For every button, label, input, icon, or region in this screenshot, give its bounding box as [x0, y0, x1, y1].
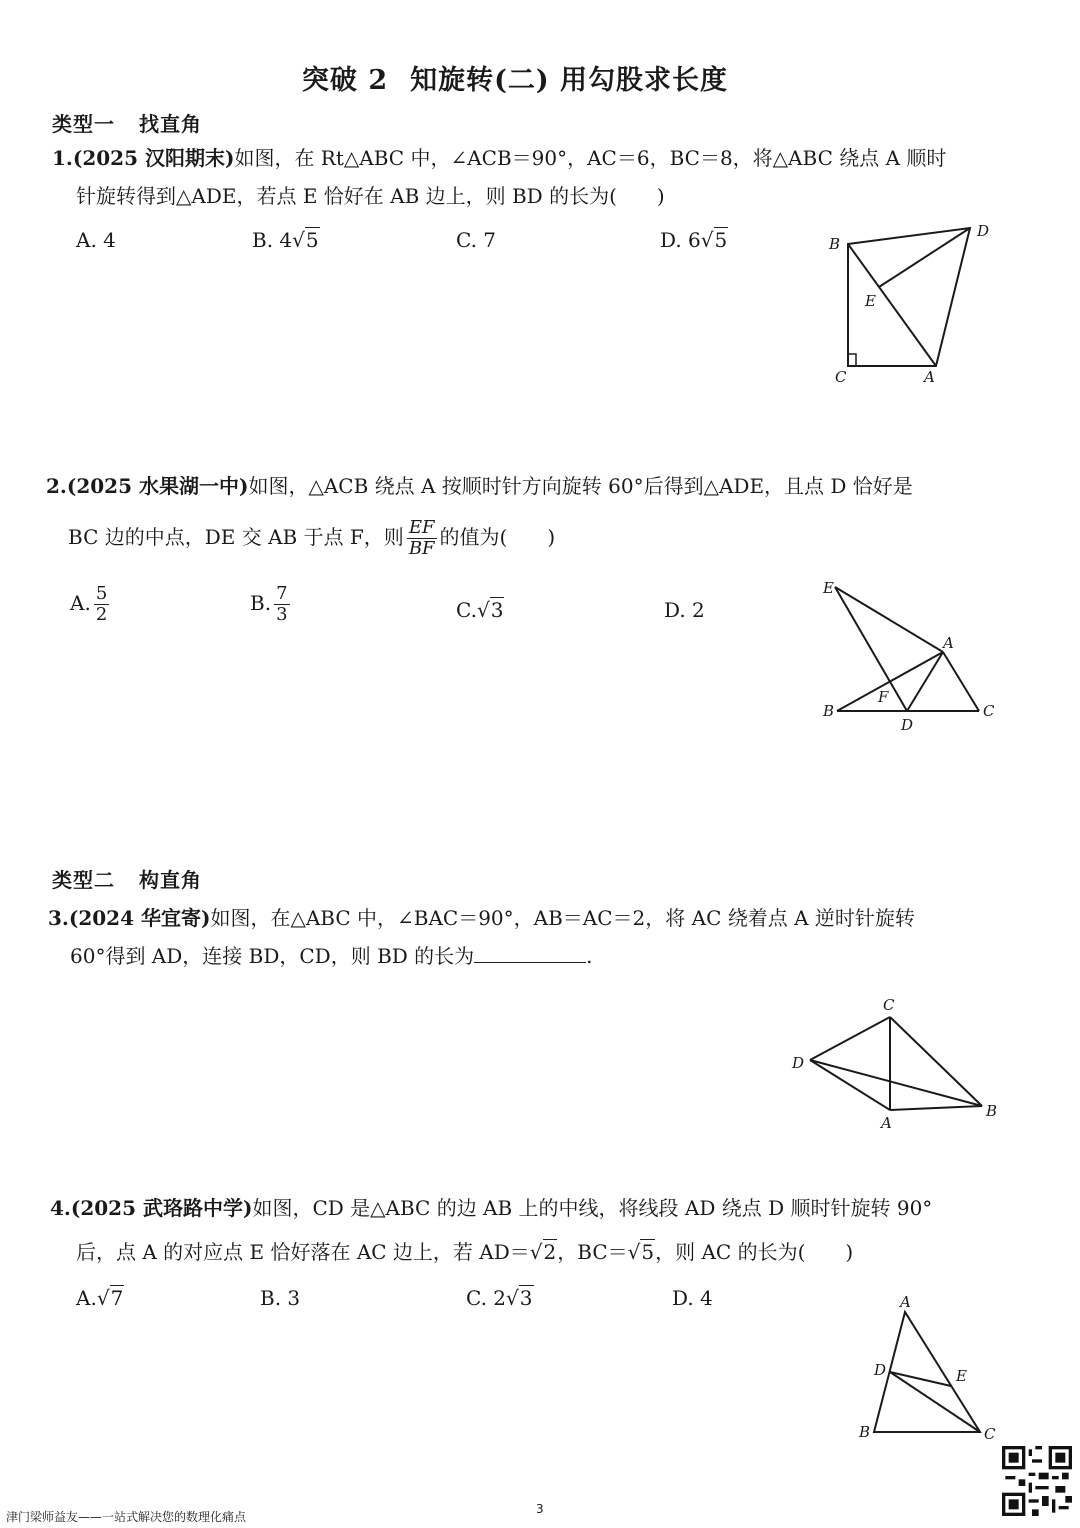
answer-blank[interactable]: [474, 944, 586, 963]
question-number: 1.: [52, 146, 73, 170]
q4-option-a: A.√7: [76, 1286, 124, 1310]
option-fraction: [94, 584, 109, 625]
label-a: A: [924, 368, 935, 386]
label-e: E: [956, 1367, 967, 1385]
section-name: 构直角: [139, 868, 202, 892]
label-d: D: [901, 716, 914, 734]
segment-ba: [848, 244, 936, 366]
radicand: 3: [490, 598, 504, 622]
section-heading-2: [52, 864, 202, 893]
option-prefix: B.: [250, 591, 272, 615]
q1-figure: [820, 220, 1010, 390]
radicand: 7: [110, 1286, 124, 1310]
q1-line2: 针旋转得到△ADE，若点 E 恰好在 AB 边上，则 BD 的长为( ): [76, 184, 665, 208]
segment-ed: [879, 228, 970, 287]
q1-option-c: C. 7: [456, 228, 497, 252]
title-part1: 突破 2: [301, 65, 389, 96]
question-source: (2025 武珞路中学): [70, 1196, 253, 1220]
label-c: C: [984, 1425, 996, 1443]
label-c: C: [835, 368, 847, 386]
question-text: BC 边的中点，DE 交 AB 于点 F，则: [68, 525, 404, 549]
label-c: C: [983, 702, 995, 720]
question-text: 如图，△ACB 绕点 A 按顺时针方向旋转 60°后得到△ADE，且点 D 恰好是: [248, 474, 913, 498]
q2-option-c: C.√3: [456, 598, 504, 622]
numerator: EF: [407, 518, 437, 539]
label-e: E: [823, 579, 834, 597]
option-prefix: A.: [70, 591, 91, 615]
q1-option-d: D. 6√5: [660, 228, 728, 252]
radicand: 5: [305, 228, 319, 252]
qr-code: [1002, 1446, 1072, 1516]
segment-ab: [890, 1106, 982, 1110]
section-heading-1: [52, 108, 202, 137]
question-number: 4.: [50, 1196, 71, 1220]
segment-cb: [890, 1017, 982, 1106]
segment-db: [810, 1060, 982, 1106]
section-label: 类型一: [52, 112, 115, 136]
question-text: 如图，在△ABC 中，∠BAC＝90°，AB＝AC＝2，将 AC 绕着点 A 逆时针旋转: [210, 906, 915, 930]
segment-da: [810, 1060, 890, 1110]
option-prefix: A.: [76, 1286, 97, 1310]
label-a: A: [881, 1114, 892, 1132]
q4-option-b: B. 3: [260, 1286, 301, 1310]
q3-figure: [785, 992, 1005, 1132]
radicand: 5: [714, 228, 728, 252]
q1-option-a: A. 4: [76, 228, 116, 252]
segment-ad: [907, 652, 943, 711]
q4-option-d: D. 4: [672, 1286, 713, 1310]
option-fraction: [274, 584, 289, 625]
question-number: 3.: [48, 906, 69, 930]
radicand: 5: [641, 1240, 655, 1264]
period: .: [586, 944, 593, 968]
label-b: B: [829, 235, 841, 253]
label-f: F: [878, 688, 889, 706]
denominator: 2: [95, 604, 108, 625]
segment-dc: [810, 1017, 890, 1060]
label-d: D: [977, 222, 990, 240]
label-b: B: [823, 702, 835, 720]
label-d: D: [874, 1361, 887, 1379]
section-name: 找直角: [139, 112, 202, 136]
label-a: A: [943, 634, 954, 652]
segment-ea: [835, 587, 943, 652]
question-text: 60°得到 AD，连接 BD，CD，则 BD 的长为: [70, 944, 475, 968]
q2-figure: [815, 575, 1015, 740]
page-title: [0, 58, 1030, 97]
question-text: ，BC＝: [557, 1240, 628, 1264]
label-b: B: [859, 1423, 871, 1441]
q4-option-c: C. 2√3: [466, 1286, 533, 1310]
question-text: 后，点 A 的对应点 E 恰好落在 AC 边上，若 AD＝: [76, 1240, 530, 1264]
numerator: 7: [276, 583, 288, 604]
question-source: (2025 水果湖一中): [66, 474, 249, 498]
question-text: 的值为( ): [439, 525, 556, 549]
q2-option-b: [250, 584, 293, 625]
option-prefix: C. 2: [466, 1286, 507, 1310]
option-prefix: D. 6: [660, 228, 701, 252]
question-text: ，则 AC 的长为( ): [655, 1240, 854, 1264]
q4-line1: [50, 1196, 932, 1220]
fraction-ef-bf: [407, 518, 437, 559]
question-text: 如图，CD 是△ABC 的边 AB 上的中线，将线段 AD 绕点 D 顺时针旋转 90°: [252, 1196, 933, 1220]
q3-line2: [70, 944, 593, 968]
label-c: C: [883, 996, 895, 1014]
q3-line1: [48, 906, 915, 930]
question-text: 如图，在 Rt△ABC 中，∠ACB＝90°，AC＝6，BC＝8，将△ABC 绕点 A 顺时: [234, 146, 947, 170]
q1-line1: [52, 146, 946, 170]
denominator: 3: [276, 604, 288, 625]
label-d: D: [792, 1054, 805, 1072]
q2-option-a: [70, 584, 112, 625]
label-b: B: [986, 1102, 998, 1120]
radicand: 2: [543, 1240, 557, 1264]
label-a: A: [900, 1293, 911, 1311]
numerator: 5: [95, 583, 108, 604]
q4-line2: 后，点 A 的对应点 E 恰好落在 AC 边上，若 AD＝√2，BC＝√5，则 AC 的长为( ): [76, 1240, 854, 1264]
question-number: 2.: [46, 474, 67, 498]
q4-figure: [850, 1292, 1010, 1452]
footer-text: 津门梁师益友——一站式解决您的数理化痛点: [6, 1510, 247, 1524]
radicand: 3: [519, 1286, 533, 1310]
q2-line1: [46, 474, 913, 498]
segment-ac: [943, 652, 979, 711]
q2-line2: [68, 518, 555, 559]
title-part2: 知旋转(二) 用勾股求长度: [410, 65, 729, 96]
section-label: 类型二: [52, 868, 115, 892]
question-source: (2024 华宜寄): [68, 906, 211, 930]
right-angle-mark: [848, 354, 856, 366]
option-prefix: C.: [456, 598, 477, 622]
q2-option-d: D. 2: [664, 598, 705, 622]
denominator: BF: [408, 538, 435, 559]
q1-option-b: B. 4√5: [252, 228, 319, 252]
option-prefix: B. 4: [252, 228, 293, 252]
label-e: E: [865, 292, 876, 310]
page-number: 3: [536, 1502, 544, 1516]
question-source: (2025 汉阳期末): [72, 146, 235, 170]
